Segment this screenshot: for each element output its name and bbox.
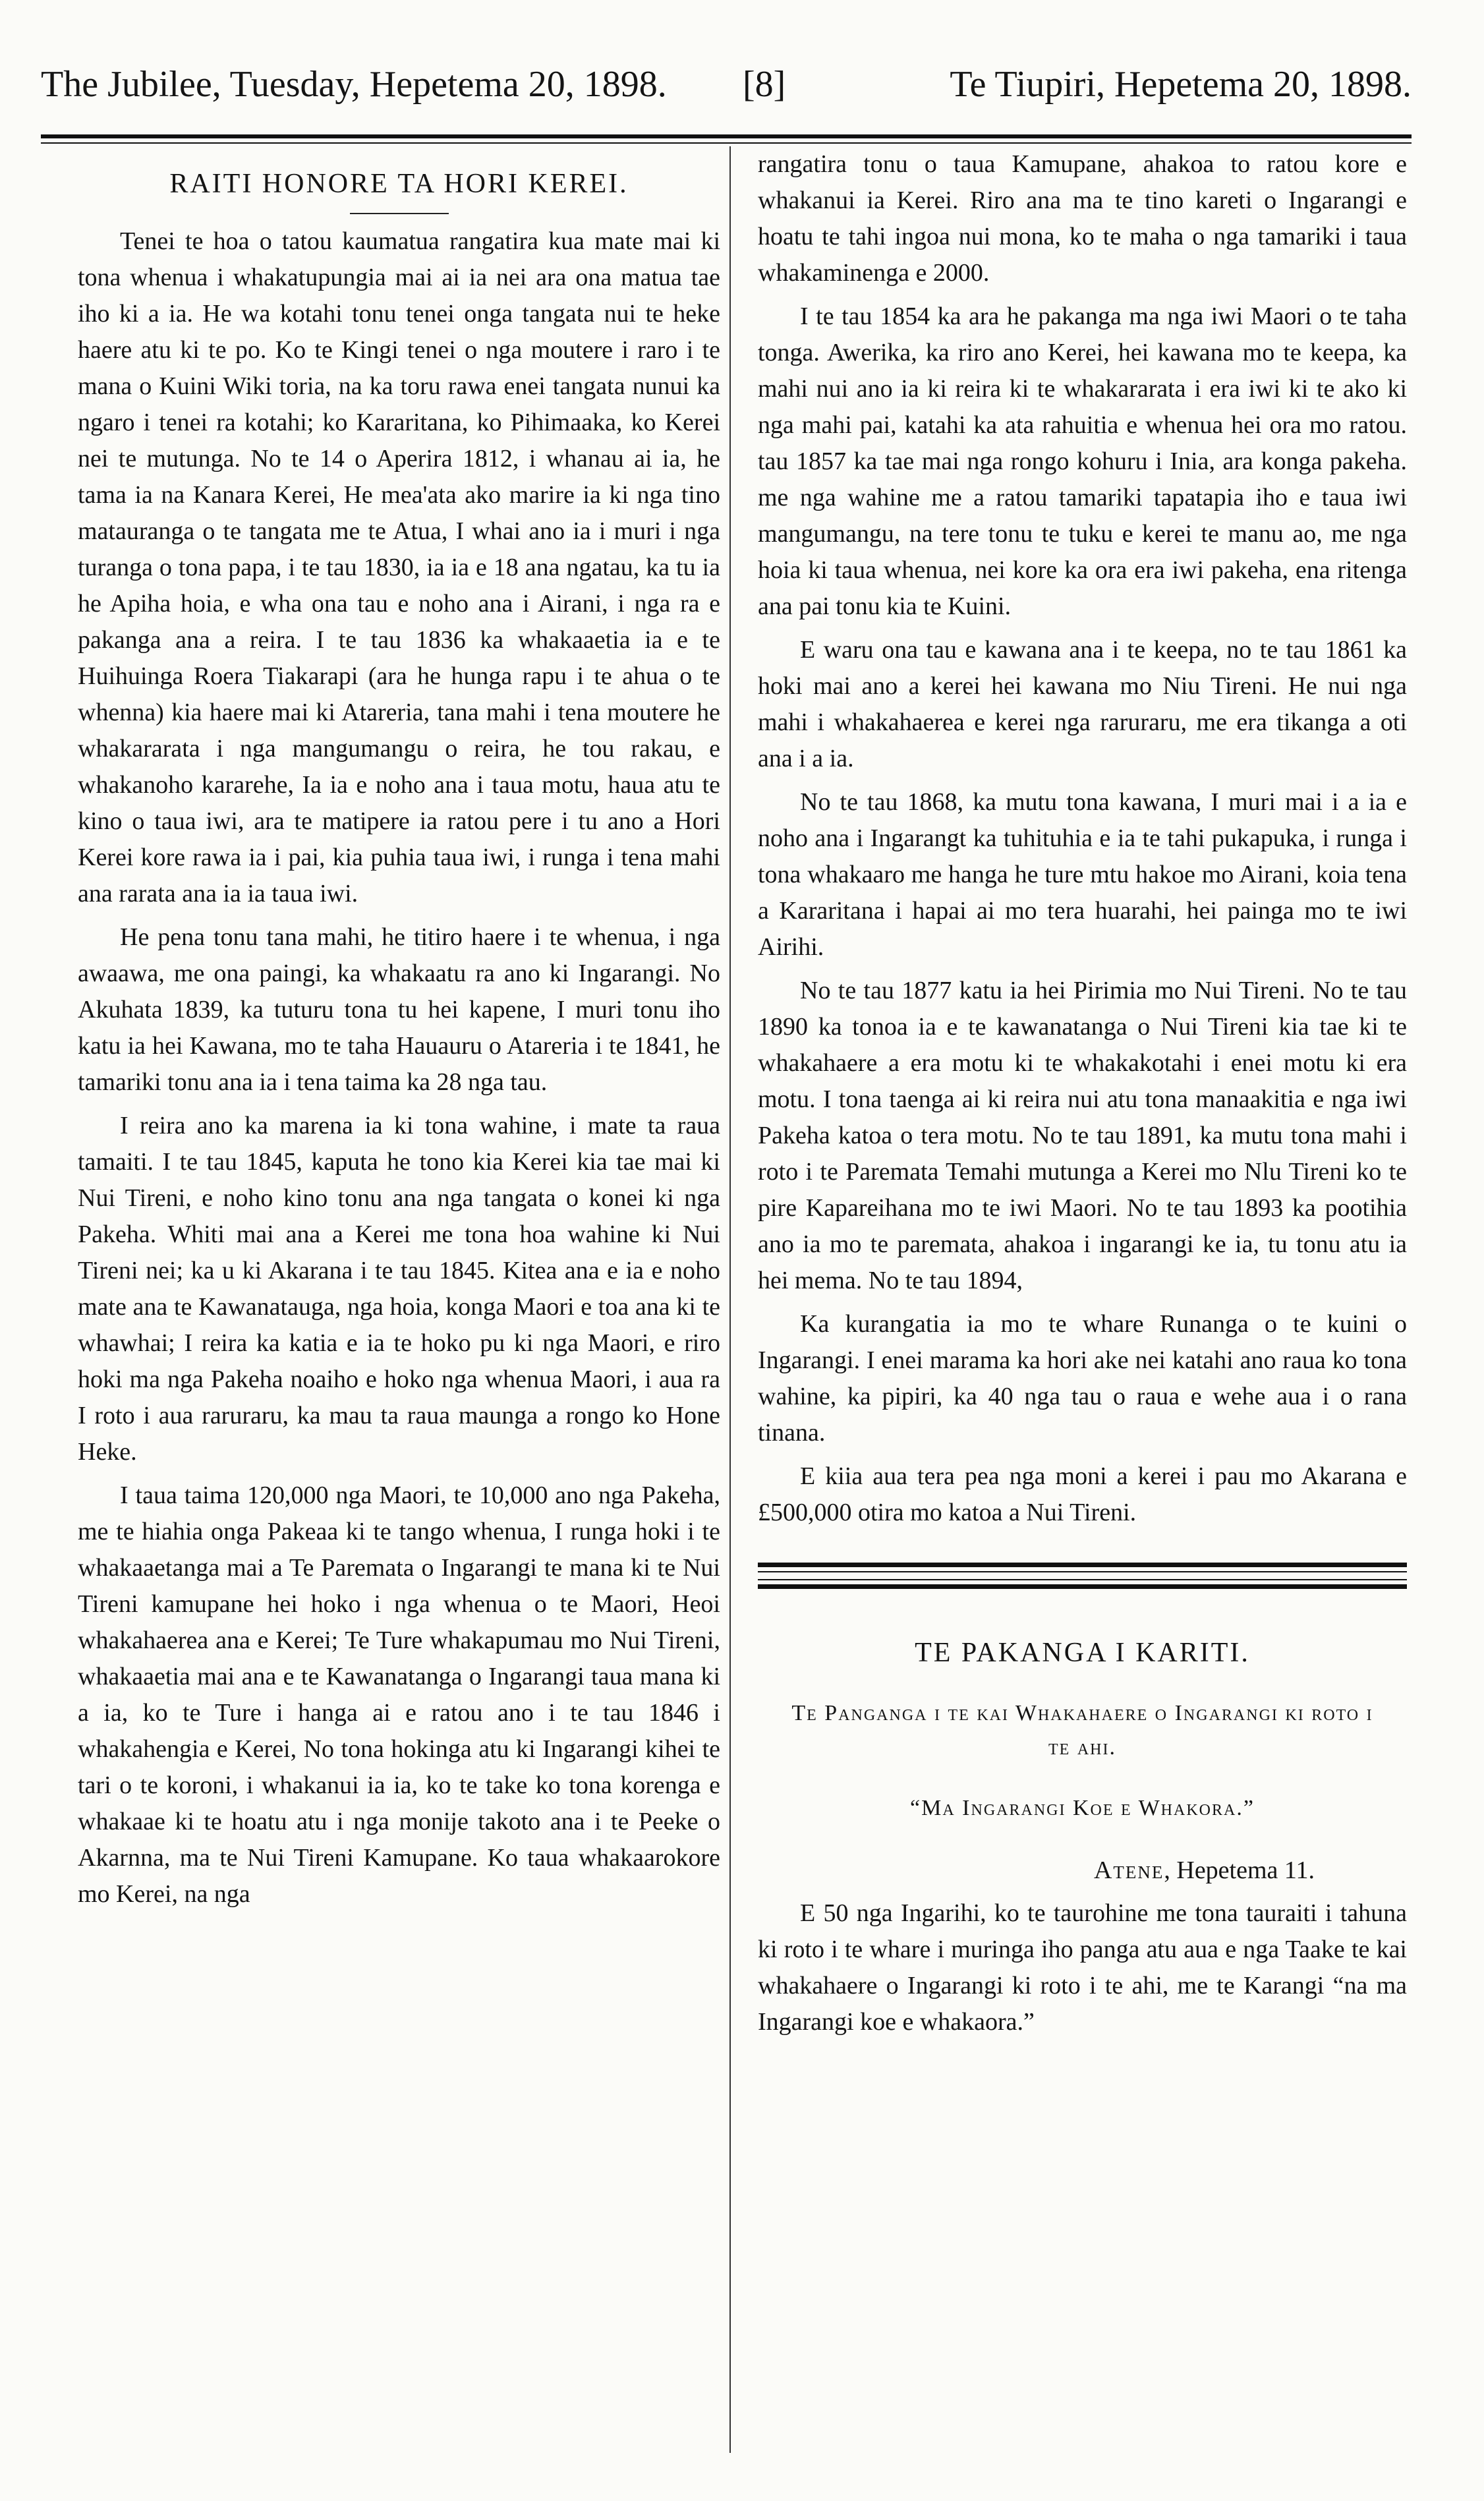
column-divider	[729, 146, 731, 2453]
article-paragraph: I te tau 1854 ka ara he pakanga ma nga iwi Maori o te taha tonga. Awerika, ka riro ano Kerei, hei kawana mo te keepa, ka mahi nui ano ia ki reira ki te whakararata i era iwi ki te ako ki nga mahi pai, katahi ka ata rahuitia e whenua hei ora mo ratou. tau 1857 ka tae mai nga rongo kohuru i Inia, ara konga pakeha. me nga wahine me a ratou tamariki tapatapia iho e taua iwi mangumangu, na tere tonu te tuku e kerei te manu ao, me nga hoia ki taua whenua, nei kore ka ora era iwi pakeha, ena ritenga ana pai tonu kia te Kuini.	[758, 302, 1407, 620]
header-left-title: The Jubilee, Tuesday, Hepetema 20, 1898.	[41, 64, 667, 105]
header-rule	[41, 134, 1412, 144]
title-rule	[350, 213, 449, 214]
section-rule	[758, 1563, 1407, 1572]
article-paragraph: I taua taima 120,000 nga Maori, te 10,000 ano nga Pakeha, me te hiahia onga Pakeaa ki te tango whenua, I runga hoki i te whakaaetanga mai a Te Paremata o Ingarangi te mana ki te Nui Tireni kamupane hei hoko i nga whenua o te Maori, Heoi whakahaerea ana e Kerei; Te Ture whakapumau mo Nui Tireni, whakaaetia mai ana e te Kawanatanga o Ingarangi taua mana ki a ia, ko te Ture i hanga ai e ratou ano i te tau 1846 i whakahengia e Kerei, No tona hokinga atu ki Ingarangi kihei te tari o te koroni, i whakanui ia ia, ko te take ko tona korenga e whakaae ki te hoatu atu i nga monije takoto ana i te Peeke o Akarnna, ma te Nui Tireni Kamupane. Ko taua whakaarokore mo Kerei, na nga	[78, 1481, 720, 1908]
article-paragraph: No te tau 1868, ka mutu tona kawana, I muri mai i a ia e noho ana i Ingarangt ka tuhituhia e ia te tahi pukapuka, i runga i tona whakaaro me hanga he ture mtu hakoe mo Airani, koia tena a Kararitana i hapai ai mo tera huarahi, hei painga mo te iwi Airihi.	[758, 788, 1407, 961]
article-paragraph: Ka kurangatia ia mo te whare Runanga o te kuini o Ingarangi. I enei marama ka hori ake nei katahi ano raua ko tona wahine, ka pipiri, ka 40 nga tau o raua e wehe aua i o rana tinana.	[758, 1310, 1407, 1447]
article-paragraph: He pena tonu tana mahi, he titiro haere i te whenua, i nga awaawa, me ona paingi, ka whakaatu ra ano ki Ingarangi. No Akuhata 1839, ka tuturu tona tu hei kapene, I muri tonu iho katu ia hei Kawana, mo te taha Hauauru o Atareria i te 1841, he tamariki tonu ana ia i tena taima ka 28 nga tau.	[78, 923, 720, 1096]
article-paragraph: I reira ano ka marena ia ki tona wahine, i mate ta raua tamaiti. I te tau 1845, kaputa he tono kia Kerei kia tae mai ki Nui Tireni, e noho kino tonu ana nga tangata o konei ki nga Pakeha. Whiti mai ana a Kerei me tona hoa wahine ki Nui Tireni nei; ka u ki Akarana i te tau 1845. Kitea ana e ia e noho mate ana te Kawanatauga, nga hoia, konga Maori e toa ana ki te whawhai; I reira ka katia e ia te hoko pu ki nga Maori, e riro hoki ma nga Pakeha noaiho e hoko nga whenua Maori, i aua ra I roto i aua raruraru, ka mau ta raua maunga a rongo ko Hone Heke.	[78, 1112, 720, 1466]
header-right-title: Te Tiupiri, Hepetema 20, 1898.	[950, 64, 1412, 105]
article-title: RAITI HONORE TA HORI KEREI.	[169, 169, 629, 199]
article-paragraph: E kiia aua tera pea nga moni a kerei i pau mo Akarana e £500,000 otira mo katoa a Nui Tireni.	[758, 1462, 1407, 1526]
article-paragraph: E 50 nga Ingarihi, ko te taurohine me tona tauraiti i tahuna ki roto i te whare i muringa iho panga atu aua e nga Taake te kai whakahaere o Ingarangi ki roto i te ahi, me te Karangi “na ma Ingarangi koe e whakaora.”	[758, 1899, 1407, 2036]
article-subheading: Te Panganga i te kai Whakahaere o Ingarangi ki roto i te ahi.	[791, 1701, 1373, 1760]
right-column	[758, 146, 1407, 2048]
left-column	[78, 146, 720, 1920]
dateline-date: , Hepetema 11.	[1164, 1856, 1315, 1884]
article-paragraph: No te tau 1877 katu ia hei Pirimia mo Nui Tireni. No te tau 1890 ka tonoa ia e te kawanatanga o Nui Tireni kia tae ki te whakahaere a era motu ki te whakakotahi i enei motu ki era motu. I tona taenga ai ki reira nui atu tona manaakitia e nga iwi Pakeha katoa o tera motu. No te tau 1891, ka mutu tona mahi i roto i te Paremata Temahi mutunga a Kerei mo Nlu Tireni ko te pire Kapareihana mo te iwi Maori. No te tau 1893 ka pootihia ano ia mo te paremata, ahakoa i ingarangi ke ia, tu tonu atu ia hei mema. No te tau 1894,	[758, 977, 1407, 1294]
article-motto: “Ma Ingarangi Koe e Whakora.”	[910, 1796, 1255, 1820]
article-paragraph-continued: rangatira tonu o taua Kamupane, ahakoa to ratou kore e whakanui ia Kerei. Riro ana ma te tino kareti o Ingarangi e hoatu te tahi ingoa nui mona, ko te maha o nga tamariki i taua whakaminenga e 2000.	[758, 150, 1407, 287]
dateline	[758, 1853, 1315, 1889]
dateline-place: Atene	[1093, 1856, 1164, 1884]
article-paragraph: Tenei te hoa o tatou kaumatua rangatira kua mate mai ki tona whenua i whakatupungia mai ai ia nei ara ona matua tae iho ki a ia. He wa kotahi tonu tenei onga tangata nui te heke haere atu ki te po. Ko te Kingi tenei o nga moutere i raro i te mana o Kuini Wiki toria, na ka toru rawa enei tangata nunui ka ngaro i tenei ra kotahi; ko Kararitana, ko Pihimaaka, ko Kerei nei te mutunga. No te 14 o Aperira 1812, i whanau ai ia, he tama ia na Kanara Kerei, He mea'ata ako marire ia ki nga tino matauranga o te tangata me te Atua, I whai ano ia i muri i nga turanga o tona papa, i te tau 1830, ia ia e 18 ana ngatau, ka tu ia he Apiha hoia, e wha ona tau e noho ana i Airani, i nga ra e pakanga ana a reira. I te tau 1836 ka whakaaetia ia e te Huihuinga Roera Tiakarapi (ara he hunga rapu i te ahua o te whenna) kia haere mai ki Atareria, tana mahi i tena moutere he whakararata i nga mangumangu o reira, he tou rakau, e whakanoho kararehe, Ia ia e noho ana i taua motu, haua atu te kino o taua iwi, ara te matipere ia ratou pere i tu ano a Hori Kerei kore rawa ia i pai, kia puhia taua iwi, i runga i tena mahi ana rarata ana ia ia taua iwi.	[78, 227, 720, 907]
page-number: [8]	[743, 64, 786, 105]
running-header	[41, 51, 1412, 117]
article-paragraph: E waru ona tau e kawana ana i te keepa, no te tau 1861 ka hoki mai ano a kerei hei kawana mo Niu Tireni. He nui nga mahi i whakahaerea e kerei nga raruraru, me era tikanga a oti ana i a ia.	[758, 636, 1407, 772]
section-rule	[758, 1579, 1407, 1589]
article-title: TE PAKANGA I KARITI.	[915, 1638, 1250, 1668]
